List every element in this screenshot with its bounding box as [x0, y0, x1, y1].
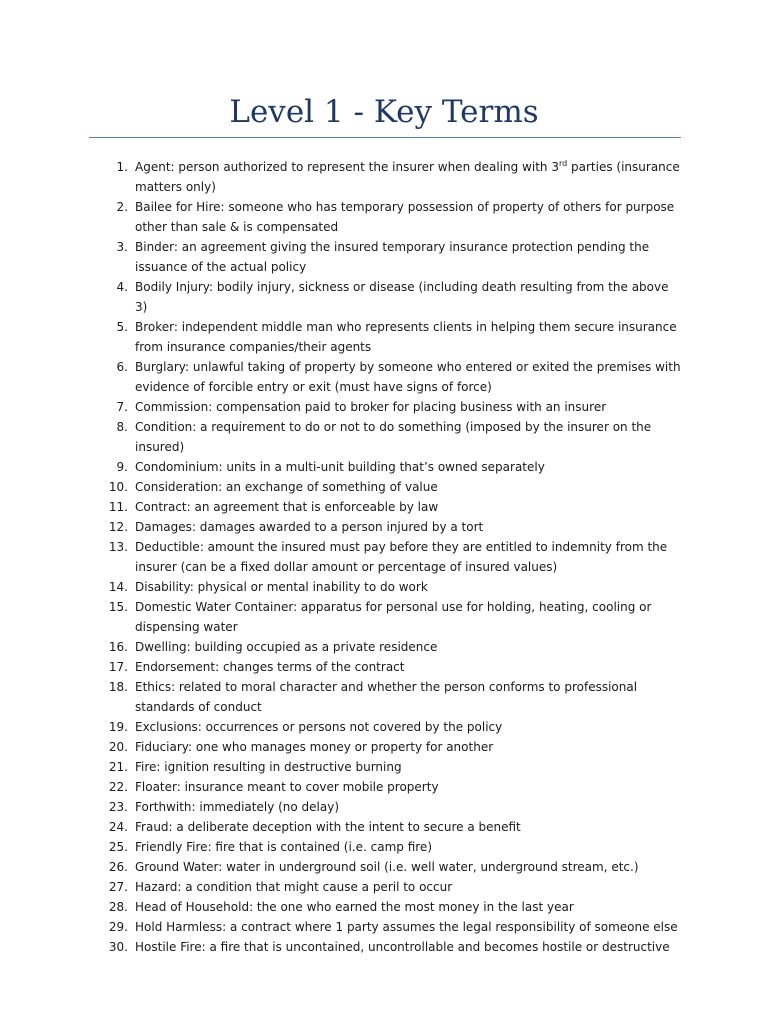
- list-item-number: 18.: [108, 680, 128, 694]
- list-item-number: 7.: [116, 400, 128, 414]
- list-item: [0, 857, 768, 877]
- list-item-text: [135, 500, 438, 514]
- page-title: Level 1 - Key Terms: [229, 94, 539, 130]
- term-definition: Exclusions: occurrences or persons not covered by the policy: [135, 720, 503, 734]
- list-item: [0, 777, 768, 797]
- list-item-text: [135, 860, 639, 874]
- term-definition: Bailee for Hire: someone who has temporary possession of property of others for purpose other than sale & is compensated: [135, 200, 675, 234]
- title-underline: [89, 137, 681, 138]
- list-item: [0, 917, 768, 937]
- list-item: [0, 637, 768, 657]
- term-definition: Agent: person authorized to represent the insurer when dealing with 3: [135, 160, 559, 174]
- term-definition: Consideration: an exchange of something of value: [135, 480, 438, 494]
- list-item: [0, 497, 768, 517]
- term-definition: Condominium: units in a multi-unit building that’s owned separately: [135, 460, 545, 474]
- list-item: [0, 517, 768, 537]
- term-definition: Fiduciary: one who manages money or property for another: [135, 740, 494, 754]
- list-item-text: [135, 400, 606, 414]
- list-item-number: 29.: [108, 920, 128, 934]
- list-item-number: 17.: [108, 660, 128, 674]
- list-item-text: [135, 840, 432, 854]
- list-item-number: 30.: [108, 940, 128, 954]
- list-item-text: [135, 520, 483, 534]
- term-definition: Hold Harmless: a contract where 1 party assumes the legal responsibility of someone else: [135, 920, 678, 934]
- term-definition: Ethics: related to moral character and whether the person conforms to professional standards of conduct: [135, 680, 638, 714]
- list-item: [0, 797, 768, 817]
- list-item-text: [135, 760, 402, 774]
- list-item-text: [135, 880, 452, 894]
- term-definition-continued: parties (insurance matters only): [135, 160, 680, 194]
- list-item-text: [135, 460, 545, 474]
- list-item: [0, 457, 768, 477]
- list-item-text: [135, 780, 439, 794]
- list-item: [0, 677, 768, 717]
- list-item-number: 16.: [108, 640, 128, 654]
- list-item-number: 5.: [116, 320, 128, 334]
- list-item-number: 14.: [108, 580, 128, 594]
- list-item-number: 13.: [108, 540, 128, 554]
- list-item-number: 12.: [108, 520, 128, 534]
- list-item-text: [135, 160, 680, 194]
- list-item-number: 26.: [108, 860, 128, 874]
- list-item: [0, 877, 768, 897]
- list-item-text: [135, 320, 677, 354]
- list-item-number: 23.: [108, 800, 128, 814]
- list-item-number: 25.: [108, 840, 128, 854]
- term-definition: Hazard: a condition that might cause a peril to occur: [135, 880, 453, 894]
- list-item-number: 8.: [116, 420, 128, 434]
- list-item: [0, 237, 768, 277]
- list-item-number: 28.: [108, 900, 128, 914]
- list-item: [0, 477, 768, 497]
- list-item-text: [135, 600, 651, 634]
- list-item: [0, 277, 768, 317]
- term-definition: Broker: independent middle man who represents clients in helping them secure insurance from insurance companies/their agents: [135, 320, 677, 354]
- term-definition: Fraud: a deliberate deception with the intent to secure a benefit: [135, 820, 521, 834]
- list-item-text: [135, 540, 667, 574]
- list-item: [0, 537, 768, 577]
- list-item-text: [135, 200, 674, 234]
- term-definition: Condition: a requirement to do or not to do something (imposed by the insurer on the insured): [135, 420, 652, 454]
- list-item-text: [135, 660, 404, 674]
- list-item: [0, 597, 768, 637]
- superscript: rd: [558, 159, 568, 168]
- list-item-number: 22.: [108, 780, 128, 794]
- list-item-text: [135, 740, 493, 754]
- list-item-text: [135, 640, 437, 654]
- list-item-number: 15.: [108, 600, 128, 614]
- term-definition: Friendly Fire: fire that is contained (i.e. camp fire): [135, 840, 432, 854]
- term-definition: Bodily Injury: bodily injury, sickness or disease (including death resulting from the above 3): [135, 280, 669, 314]
- list-item: [0, 937, 768, 957]
- term-definition: Fire: ignition resulting in destructive burning: [135, 760, 402, 774]
- term-definition: Domestic Water Container: apparatus for personal use for holding, heating, cooling or dispensing water: [135, 600, 652, 634]
- term-definition: Deductible: amount the insured must pay before they are entitled to indemnity from the insurer (can be a fixed dollar amount or percentage of insured values): [135, 540, 668, 574]
- term-definition: Endorsement: changes terms of the contract: [135, 660, 405, 674]
- list-item-number: 3.: [116, 240, 128, 254]
- list-item-text: [135, 240, 649, 274]
- term-definition: Damages: damages awarded to a person injured by a tort: [135, 520, 484, 534]
- list-item: [0, 157, 768, 197]
- list-item: [0, 397, 768, 417]
- term-definition: Burglary: unlawful taking of property by someone who entered or exited the premises with evidence of forcible entry or exit (must have signs of force): [135, 360, 681, 394]
- list-item-text: [135, 820, 521, 834]
- list-item: [0, 717, 768, 737]
- list-item-text: [135, 900, 574, 914]
- list-item-number: 27.: [108, 880, 128, 894]
- list-item: [0, 837, 768, 857]
- list-item-number: 9.: [116, 460, 128, 474]
- list-item-number: 19.: [108, 720, 128, 734]
- list-item-number: 10.: [108, 480, 128, 494]
- term-definition: Hostile Fire: a fire that is uncontained, uncontrollable and becomes hostile or destructive: [135, 940, 670, 954]
- list-item-number: 21.: [108, 760, 128, 774]
- list-item-text: [135, 800, 339, 814]
- term-definition: Binder: an agreement giving the insured temporary insurance protection pending the issuance of the actual policy: [135, 240, 650, 274]
- term-definition: Floater: insurance meant to cover mobile property: [135, 780, 439, 794]
- list-item-text: [135, 920, 678, 934]
- list-item: [0, 657, 768, 677]
- list-item-text: [135, 420, 651, 454]
- list-item: [0, 197, 768, 237]
- list-item: [0, 317, 768, 357]
- term-definition: Head of Household: the one who earned the most money in the last year: [135, 900, 574, 914]
- key-terms-list: [0, 157, 768, 957]
- term-definition: Disability: physical or mental inability to do work: [135, 580, 428, 594]
- term-definition: Dwelling: building occupied as a private residence: [135, 640, 438, 654]
- list-item-text: [135, 580, 428, 594]
- list-item-number: 6.: [116, 360, 128, 374]
- list-item: [0, 417, 768, 457]
- list-item-text: [135, 940, 670, 954]
- list-item: [0, 737, 768, 757]
- list-item: [0, 817, 768, 837]
- term-definition: Ground Water: water in underground soil (i.e. well water, underground stream, etc.): [135, 860, 639, 874]
- list-item-number: 1.: [116, 160, 128, 174]
- term-definition: Contract: an agreement that is enforceable by law: [135, 500, 439, 514]
- list-item-number: 24.: [108, 820, 128, 834]
- list-item-number: 2.: [116, 200, 128, 214]
- list-item-text: [135, 280, 669, 314]
- list-item-text: [135, 360, 681, 394]
- list-item: [0, 577, 768, 597]
- list-item-text: [135, 480, 438, 494]
- list-item-number: 4.: [116, 280, 128, 294]
- list-item-text: [135, 680, 637, 714]
- list-item-number: 20.: [108, 740, 128, 754]
- list-item-number: 11.: [108, 500, 128, 514]
- term-definition: Commission: compensation paid to broker for placing business with an insurer: [135, 400, 607, 414]
- list-item-text: [135, 720, 502, 734]
- term-definition: Forthwith: immediately (no delay): [135, 800, 340, 814]
- list-item: [0, 757, 768, 777]
- list-item: [0, 357, 768, 397]
- list-item: [0, 897, 768, 917]
